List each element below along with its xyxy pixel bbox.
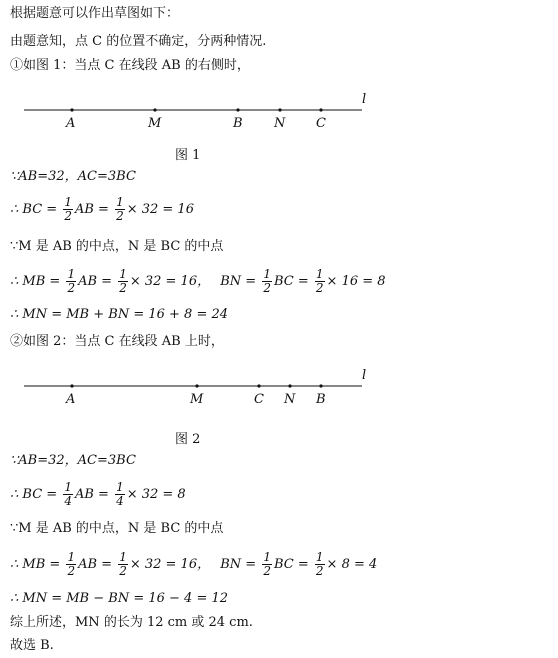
case-1-given: ∵AB=32，AC=3BC xyxy=(10,169,136,184)
case-1-mn-result: ∴ MN = MB + BN = 16 + 8 = 24 xyxy=(10,307,229,322)
case-2-midpoints: ∵M 是 AB 的中点，N 是 BC 的中点 xyxy=(10,521,224,536)
figure-2-caption: 图 2 xyxy=(175,432,201,447)
case-2-heading: ②如图 2：当点 C 在线段 AB 上时， xyxy=(10,334,224,349)
case-1-midpoints: ∵M 是 AB 的中点，N 是 BC 的中点 xyxy=(10,239,224,254)
figure-2 xyxy=(0,366,558,448)
figure-1-caption: 图 1 xyxy=(175,148,201,163)
case-1-bc-equation: ∴ BC = $\frac{1}{2}$ AB = $\frac{1}{2}$ × 32 = 16 xyxy=(10,195,194,223)
point-label: A xyxy=(66,116,76,131)
point-label: B xyxy=(316,392,326,407)
point-label: M xyxy=(148,116,162,131)
figure-2-line xyxy=(0,366,558,406)
point-label: N xyxy=(274,116,286,131)
line-l-label: l xyxy=(362,368,367,383)
intro-line-2: 由题意知，点 C 的位置不确定，分两种情况. xyxy=(10,34,267,49)
case-1-heading: ①如图 1：当点 C 在线段 AB 的右侧时， xyxy=(10,58,250,73)
answer: 故选 B. xyxy=(10,638,54,653)
point-label: B xyxy=(233,116,243,131)
case-2-mn-result: ∴ MN = MB − BN = 16 − 4 = 12 xyxy=(10,591,229,606)
point-label: C xyxy=(254,392,264,407)
point-label: N xyxy=(284,392,296,407)
figure-1 xyxy=(0,90,558,163)
case-1-mb-bn-equation: ∴ MB = $\frac{1}{2}$ AB = $\frac{1}{2}$ × 32 = 16， BN = $\frac{1}{2}$ BC = $\frac{1}{2}$ × 16 = 8 xyxy=(10,267,386,295)
intro-line-1: 根据题意可以作出草图如下： xyxy=(10,6,180,21)
line-l-label: l xyxy=(362,92,367,107)
case-2-given: ∵AB=32，AC=3BC xyxy=(10,453,136,468)
summary: 综上所述，MN 的长为 12 cm 或 24 cm. xyxy=(10,615,253,630)
point-label: M xyxy=(190,392,204,407)
case-2-mb-bn-equation: ∴ MB = $\frac{1}{2}$ AB = $\frac{1}{2}$ × 32 = 16， BN = $\frac{1}{2}$ BC = $\frac{1}{2}$ × 8 = 4 xyxy=(10,550,378,578)
case-2-bc-equation: ∴ BC = $\frac{1}{4}$ AB = $\frac{1}{4}$ × 32 = 8 xyxy=(10,480,186,508)
point-label: C xyxy=(316,116,326,131)
point-label: A xyxy=(66,392,76,407)
